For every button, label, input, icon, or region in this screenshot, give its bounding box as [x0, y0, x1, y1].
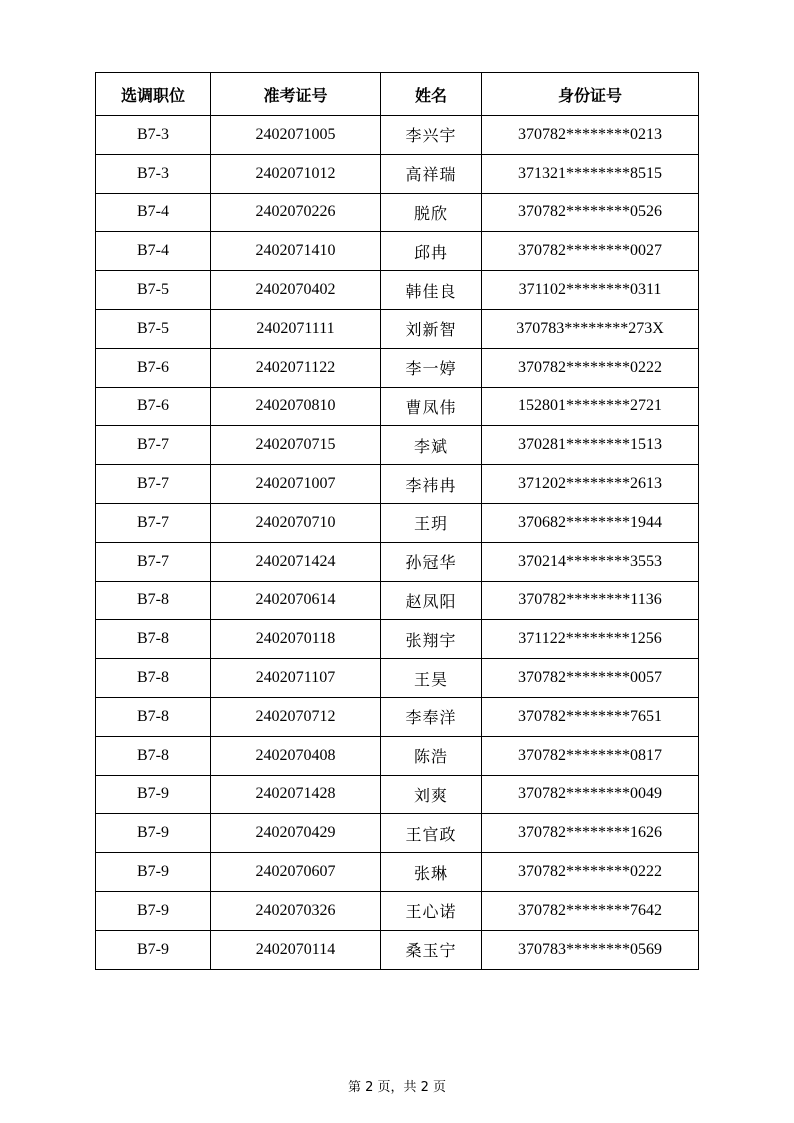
cell-name: 王玥: [381, 503, 482, 542]
cell-name: 桑玉宁: [381, 930, 482, 969]
cell-position: B7-3: [96, 154, 211, 193]
cell-exam-number: 2402071428: [211, 775, 381, 814]
cell-name: 曹凤伟: [381, 387, 482, 426]
cell-id-number: 371202********2613: [482, 465, 699, 504]
cell-exam-number: 2402070710: [211, 503, 381, 542]
cell-id-number: 370782********0817: [482, 736, 699, 775]
cell-name: 李一婷: [381, 348, 482, 387]
cell-exam-number: 2402071410: [211, 232, 381, 271]
cell-name: 李兴宇: [381, 116, 482, 155]
cell-name: 邱冉: [381, 232, 482, 271]
cell-name: 李斌: [381, 426, 482, 465]
cell-exam-number: 2402071012: [211, 154, 381, 193]
cell-position: B7-8: [96, 697, 211, 736]
cell-exam-number: 2402071424: [211, 542, 381, 581]
cell-exam-number: 2402071111: [211, 309, 381, 348]
cell-name: 张琳: [381, 853, 482, 892]
cell-position: B7-5: [96, 271, 211, 310]
cell-position: B7-3: [96, 116, 211, 155]
candidate-table: [95, 72, 699, 970]
table-row: [96, 193, 699, 232]
cell-exam-number: 2402070810: [211, 387, 381, 426]
cell-position: B7-8: [96, 581, 211, 620]
table-row: [96, 154, 699, 193]
table-row: [96, 581, 699, 620]
table-row: [96, 814, 699, 853]
header-position: 选调职位: [96, 73, 211, 116]
cell-id-number: 370782********0222: [482, 853, 699, 892]
cell-name: 李奉洋: [381, 697, 482, 736]
cell-position: B7-7: [96, 426, 211, 465]
cell-id-number: 370214********3553: [482, 542, 699, 581]
cell-id-number: 152801********2721: [482, 387, 699, 426]
cell-position: B7-6: [96, 348, 211, 387]
table-row: [96, 659, 699, 698]
cell-position: B7-5: [96, 309, 211, 348]
table-row: [96, 775, 699, 814]
table-row: [96, 697, 699, 736]
table-row: [96, 426, 699, 465]
cell-id-number: 371102********0311: [482, 271, 699, 310]
cell-id-number: 370783********0569: [482, 930, 699, 969]
table-row: [96, 309, 699, 348]
cell-name: 王心诺: [381, 891, 482, 930]
cell-name: 刘新智: [381, 309, 482, 348]
cell-id-number: 371321********8515: [482, 154, 699, 193]
cell-exam-number: 2402071122: [211, 348, 381, 387]
table-row: [96, 232, 699, 271]
cell-position: B7-7: [96, 503, 211, 542]
table-row: [96, 348, 699, 387]
cell-id-number: 370783********273X: [482, 309, 699, 348]
table-row: [96, 542, 699, 581]
table-header-row: [96, 73, 699, 116]
cell-position: B7-7: [96, 542, 211, 581]
cell-name: 张翔宇: [381, 620, 482, 659]
cell-name: 脱欣: [381, 193, 482, 232]
cell-id-number: 371122********1256: [482, 620, 699, 659]
cell-exam-number: 2402070114: [211, 930, 381, 969]
table-row: [96, 930, 699, 969]
cell-id-number: 370782********0049: [482, 775, 699, 814]
table-row: [96, 736, 699, 775]
cell-id-number: 370682********1944: [482, 503, 699, 542]
cell-position: B7-8: [96, 659, 211, 698]
cell-id-number: 370782********0222: [482, 348, 699, 387]
cell-id-number: 370782********7651: [482, 697, 699, 736]
cell-name: 韩佳良: [381, 271, 482, 310]
cell-id-number: 370782********0027: [482, 232, 699, 271]
cell-name: 高祥瑞: [381, 154, 482, 193]
page-number: 第 2 页，共 2 页: [347, 1080, 447, 1095]
cell-name: 王昊: [381, 659, 482, 698]
cell-id-number: 370782********0213: [482, 116, 699, 155]
cell-exam-number: 2402070614: [211, 581, 381, 620]
cell-exam-number: 2402070118: [211, 620, 381, 659]
table-row: [96, 387, 699, 426]
table-row: [96, 853, 699, 892]
cell-position: B7-8: [96, 620, 211, 659]
cell-position: B7-4: [96, 193, 211, 232]
cell-name: 李祎冉: [381, 465, 482, 504]
cell-id-number: 370782********1136: [482, 581, 699, 620]
cell-exam-number: 2402071107: [211, 659, 381, 698]
table-row: [96, 891, 699, 930]
cell-id-number: 370782********7642: [482, 891, 699, 930]
cell-exam-number: 2402070715: [211, 426, 381, 465]
cell-exam-number: 2402071005: [211, 116, 381, 155]
table-body: [96, 116, 699, 970]
cell-name: 赵凤阳: [381, 581, 482, 620]
cell-name: 孙冠华: [381, 542, 482, 581]
table-row: [96, 271, 699, 310]
cell-exam-number: 2402070402: [211, 271, 381, 310]
table-row: [96, 116, 699, 155]
table-row: [96, 503, 699, 542]
header-name: 姓名: [381, 73, 482, 116]
cell-exam-number: 2402070226: [211, 193, 381, 232]
cell-position: B7-9: [96, 775, 211, 814]
cell-id-number: 370782********1626: [482, 814, 699, 853]
cell-exam-number: 2402071007: [211, 465, 381, 504]
cell-exam-number: 2402070712: [211, 697, 381, 736]
cell-exam-number: 2402070326: [211, 891, 381, 930]
cell-position: B7-8: [96, 736, 211, 775]
cell-position: B7-9: [96, 814, 211, 853]
cell-exam-number: 2402070607: [211, 853, 381, 892]
table-row: [96, 465, 699, 504]
cell-position: B7-4: [96, 232, 211, 271]
cell-position: B7-7: [96, 465, 211, 504]
cell-name: 王官政: [381, 814, 482, 853]
cell-id-number: 370782********0057: [482, 659, 699, 698]
cell-id-number: 370782********0526: [482, 193, 699, 232]
cell-name: 刘爽: [381, 775, 482, 814]
cell-position: B7-9: [96, 891, 211, 930]
cell-id-number: 370281********1513: [482, 426, 699, 465]
cell-position: B7-9: [96, 930, 211, 969]
cell-exam-number: 2402070429: [211, 814, 381, 853]
cell-position: B7-9: [96, 853, 211, 892]
cell-position: B7-6: [96, 387, 211, 426]
cell-exam-number: 2402070408: [211, 736, 381, 775]
table-row: [96, 620, 699, 659]
header-id-number: 身份证号: [482, 73, 699, 116]
cell-name: 陈浩: [381, 736, 482, 775]
header-exam-number: 准考证号: [211, 73, 381, 116]
